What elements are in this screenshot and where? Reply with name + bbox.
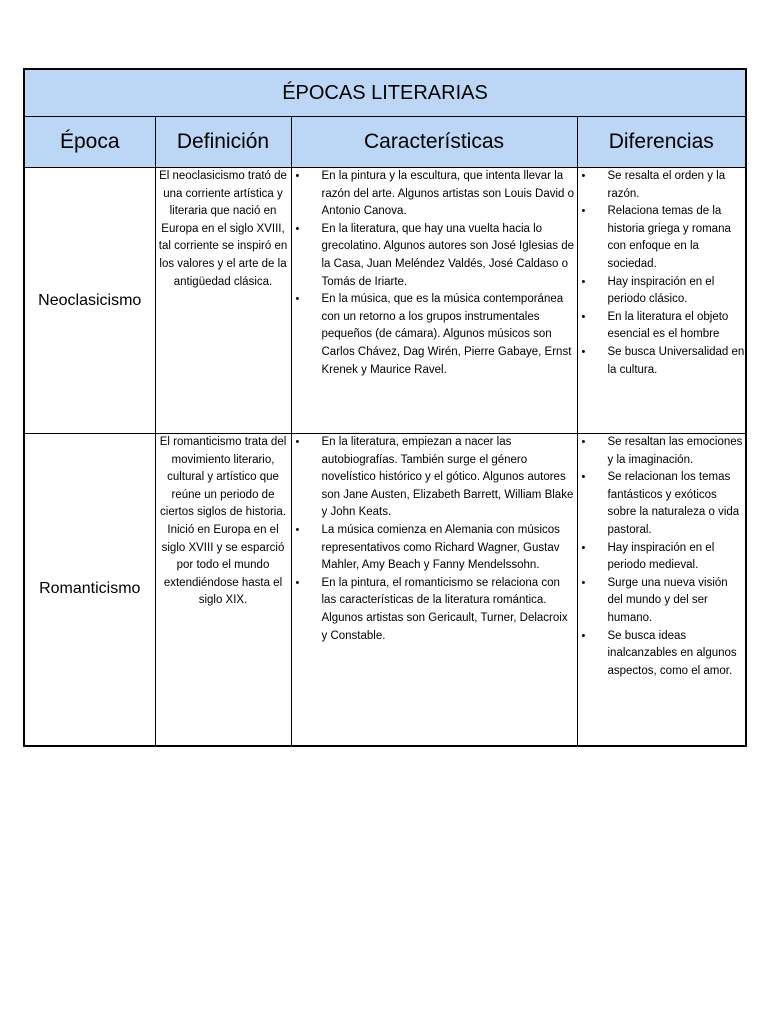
list-item (292, 168, 577, 221)
table-title: ÉPOCAS LITERARIAS (24, 69, 746, 117)
bullet-icon: • (581, 275, 586, 288)
table-row-romanticismo (24, 434, 746, 746)
bullet-icon: • (295, 222, 300, 235)
header-diferencias: Diferencias (577, 117, 746, 168)
list-item-text: En la pintura y la escultura, que intenta llevar la razón del arte. Algunos artistas son Louis David o Antonio Canova. (321, 170, 575, 218)
header-epoca: Época (24, 117, 155, 168)
bullet-icon: • (581, 541, 586, 554)
list-item (292, 575, 577, 645)
list-item-text: En la literatura el objeto esencial es el hombre (607, 310, 729, 341)
diferencias-list (578, 434, 746, 680)
bullet-icon: • (581, 576, 586, 589)
header-row (24, 117, 746, 168)
list-item-text: En la literatura, que hay una vuelta hacia lo grecolatino. Algunos autores son José Iglesias de la Casa, Juan Meléndez Valdés, José Caldaso o Tomás de Iriarte. (321, 222, 575, 288)
bullet-icon: • (581, 205, 586, 218)
bullet-icon: • (295, 170, 300, 182)
list-item (578, 469, 746, 539)
list-item-text: En la música, que es la música contemporánea con un retorno a los grupos instrumentales pequeños (de cámara). Algunos músicos son Carlos Chávez, Dag Wirén, Pierre Gabaye, Ernst Krenek y Maurice Ravel. (321, 293, 572, 376)
epoca-cell: Romanticismo (24, 434, 155, 746)
list-item (578, 575, 746, 628)
title-row (24, 69, 746, 117)
bullet-icon: • (581, 170, 586, 182)
bullet-icon: • (581, 310, 586, 323)
definicion-cell: El romanticismo trata del movimiento literario, cultural y artístico que reúne un periodo de ciertos siglos de historia. Inició en Europa en el siglo XVIII y se esparció por todo el mundo extendiéndose hasta el siglo XIX. (155, 434, 291, 746)
list-item (578, 628, 746, 681)
list-item (292, 522, 577, 575)
list-item-text: Hay inspiración en el periodo medieval. (607, 541, 715, 572)
bullet-icon: • (295, 436, 300, 448)
list-item-text: Se relacionan los temas fantásticos y exóticos sobre la naturaleza o vida pastoral. (607, 471, 740, 536)
list-item (292, 291, 577, 379)
list-item-text: Surge una nueva visión del mundo y del ser humano. (607, 576, 728, 624)
list-item (292, 434, 577, 522)
list-item-text: Se resalta el orden y la razón. (607, 170, 726, 200)
diferencias-cell (577, 434, 746, 746)
epocas-literarias-table (23, 68, 747, 747)
caracteristicas-cell (291, 434, 577, 746)
list-item-text: Se busca Universalidad en la cultura. (607, 345, 745, 376)
list-item-text: Hay inspiración en el periodo clásico. (607, 275, 715, 306)
bullet-icon: • (581, 436, 586, 448)
bullet-icon: • (295, 576, 300, 589)
list-item (578, 274, 746, 309)
caracteristicas-list (292, 168, 577, 379)
list-item (578, 168, 746, 203)
list-item (292, 221, 577, 291)
caracteristicas-cell (291, 168, 577, 434)
list-item-text: La música comienza en Alemania con músicos representativos como Richard Wagner, Gustav Mahler, Amy Beach y Fanny Mendelssohn. (321, 523, 560, 572)
diferencias-cell (577, 168, 746, 434)
list-item-text: Relaciona temas de la historia griega y romana con enfoque en la sociedad. (607, 205, 731, 270)
table-row-neoclasicismo (24, 168, 746, 434)
list-item-text: Se busca ideas inalcanzables en algunos aspectos, como el amor. (607, 629, 737, 677)
list-item-text: En la literatura, empiezan a nacer las autobiografías. También surge el género novelístico histórico y el gótico. Algunos autores son Jane Austen, Elizabeth Barrett, William Blake y John Keats. (321, 436, 574, 519)
caracteristicas-list (292, 434, 577, 645)
list-item (578, 434, 746, 469)
bullet-icon: • (581, 471, 586, 484)
list-item (578, 203, 746, 273)
list-item-text: En la pintura, el romanticismo se relaciona con las características de la literatura romántica. Algunos artistas son Gericault, Turner, Delacroix y Constable. (321, 576, 568, 642)
list-item-text: Se resaltan las emociones y la imaginación. (607, 436, 743, 466)
bullet-icon: • (581, 345, 586, 358)
list-item (578, 540, 746, 575)
list-item (578, 309, 746, 344)
epoca-cell: Neoclasicismo (24, 168, 155, 434)
definicion-cell: El neoclasicismo trató de una corriente artística y literaria que nació en Europa en el siglo XVIII, tal corriente se inspiró en los valores y el arte de la antigüedad clásica. (155, 168, 291, 434)
diferencias-list (578, 168, 746, 379)
header-caracteristicas: Características (291, 117, 577, 168)
bullet-icon: • (581, 629, 586, 642)
header-definicion: Definición (155, 117, 291, 168)
list-item (578, 344, 746, 379)
bullet-icon: • (295, 293, 300, 306)
bullet-icon: • (295, 523, 300, 536)
